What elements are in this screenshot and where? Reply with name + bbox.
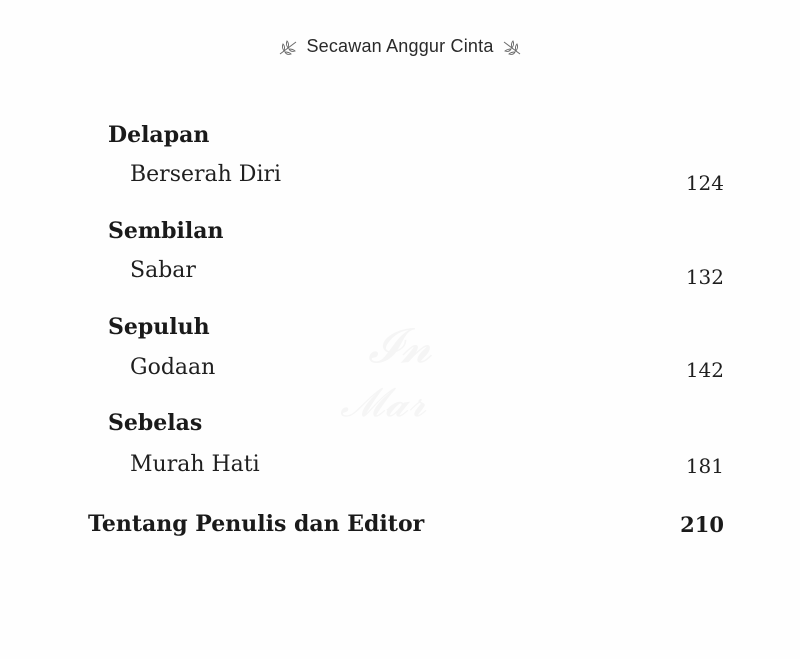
- toc-entry-page: 124: [685, 171, 724, 195]
- toc-entry-title: Berserah Diri: [130, 162, 282, 187]
- running-header-title: Secawan Anggur Cinta: [306, 36, 494, 56]
- toc-entry-title: Godaan: [130, 355, 216, 380]
- toc-entry-title: Murah Hati: [130, 452, 260, 477]
- toc-entry-page: 142: [685, 358, 724, 382]
- toc-entry-title: Sabar: [130, 258, 196, 283]
- toc-closing-page: 210: [680, 512, 724, 537]
- toc-chapter-heading: Sebelas: [108, 410, 203, 436]
- toc-chapter-heading: Sepuluh: [108, 314, 210, 340]
- toc-closing-title: Tentang Penulis dan Editor: [88, 511, 425, 537]
- toc-chapter-heading: Delapan: [108, 122, 210, 148]
- toc-entry-page: 181: [685, 454, 724, 478]
- toc-entry-page: 132: [685, 265, 724, 289]
- toc-chapter-heading: Sembilan: [108, 218, 224, 244]
